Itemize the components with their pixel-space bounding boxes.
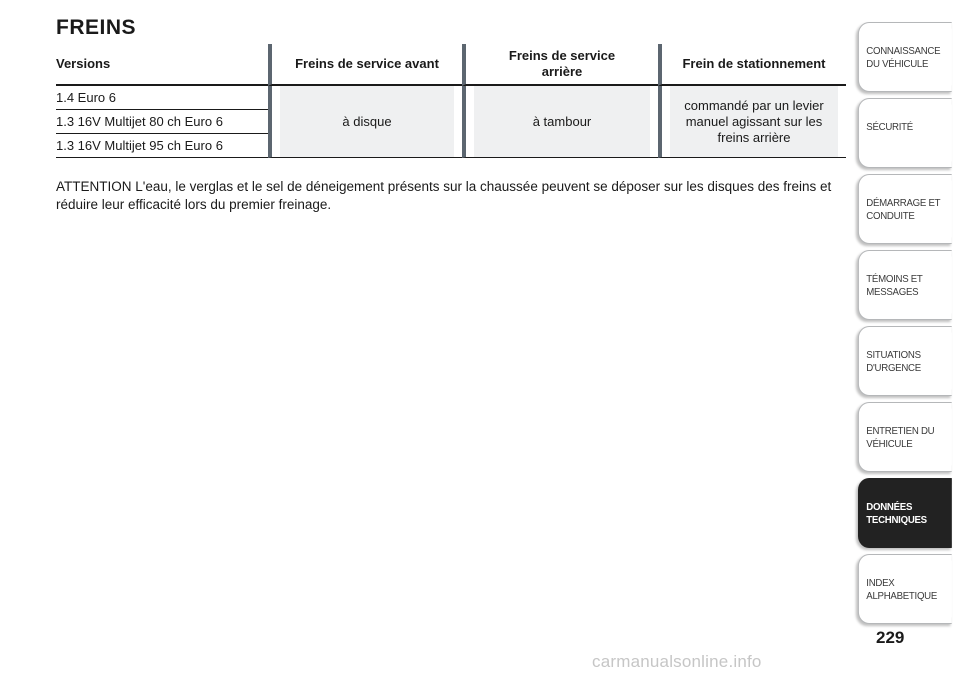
header-front-brakes: Freins de service avant bbox=[268, 44, 462, 86]
tab-label-line1: SITUATIONS bbox=[866, 349, 921, 361]
parking-brake-cell bbox=[658, 86, 846, 158]
tab-label-line1: DÉMARRAGE ET bbox=[866, 197, 941, 209]
header-parking-brake: Frein de stationnement bbox=[658, 44, 846, 86]
tab-label-line2: ALPHABETIQUE bbox=[866, 590, 938, 602]
tab-temoins-et-messages[interactable] bbox=[858, 250, 952, 320]
tab-label-line1: INDEX bbox=[866, 577, 895, 589]
tab-label-line1: SÉCURITÉ bbox=[866, 121, 913, 133]
tab-label-line1: ENTRETIEN DU bbox=[866, 425, 935, 437]
tab-securite[interactable] bbox=[858, 98, 952, 168]
page-number: 229 bbox=[876, 628, 905, 647]
tab-demarrage-et-conduite[interactable] bbox=[858, 174, 952, 244]
tab-donnees-techniques[interactable] bbox=[858, 478, 952, 548]
parking-brake-value: commandé par un levier manuel agissant sur les freins arrière bbox=[684, 97, 824, 145]
tab-label-line2: CONDUITE bbox=[866, 210, 915, 222]
tab-label-line1: TÉMOINS ET bbox=[866, 273, 923, 285]
version-cell: 1.3 16V Multijet 95 ch Euro 6 bbox=[56, 134, 268, 158]
tab-label-line2: DU VÉHICULE bbox=[866, 58, 929, 70]
chapter-sidebar bbox=[858, 22, 960, 630]
table-header-row bbox=[56, 44, 846, 86]
tab-entretien-du-vehicule[interactable] bbox=[858, 402, 952, 472]
tab-label-line2: TECHNIQUES bbox=[866, 514, 927, 526]
front-brake-value: à disque bbox=[268, 86, 462, 158]
tab-label-line1: CONNAISSANCE bbox=[866, 45, 941, 57]
tab-label-line2: VÉHICULE bbox=[866, 438, 913, 450]
tab-situations-d-urgence[interactable] bbox=[858, 326, 952, 396]
version-cell: 1.4 Euro 6 bbox=[56, 86, 268, 110]
brakes-table bbox=[56, 44, 846, 158]
table-row bbox=[56, 86, 846, 110]
header-rear-brakes bbox=[462, 44, 658, 86]
version-cell: 1.3 16V Multijet 80 ch Euro 6 bbox=[56, 110, 268, 134]
tab-label-line2: D'URGENCE bbox=[866, 362, 921, 374]
section-title: FREINS bbox=[56, 16, 137, 39]
header-versions: Versions bbox=[56, 44, 268, 86]
rear-brake-value: à tambour bbox=[462, 86, 658, 158]
header-rear-brakes-text: Freins de service arrière bbox=[508, 48, 616, 79]
tab-index-alphabetique[interactable] bbox=[858, 554, 952, 624]
tab-label-line2: MESSAGES bbox=[866, 286, 919, 298]
tab-label-line1: DONNÉES bbox=[866, 501, 913, 513]
tab-connaissance-du-vehicule[interactable] bbox=[858, 22, 952, 92]
attention-note: ATTENTION L'eau, le verglas et le sel de déneigement présents sur la chaussée peuvent se déposer sur les disques des freins et réduire leur efficacité lors du premier freinage. bbox=[56, 179, 832, 212]
watermark: carmanualsonline.info bbox=[592, 652, 762, 671]
